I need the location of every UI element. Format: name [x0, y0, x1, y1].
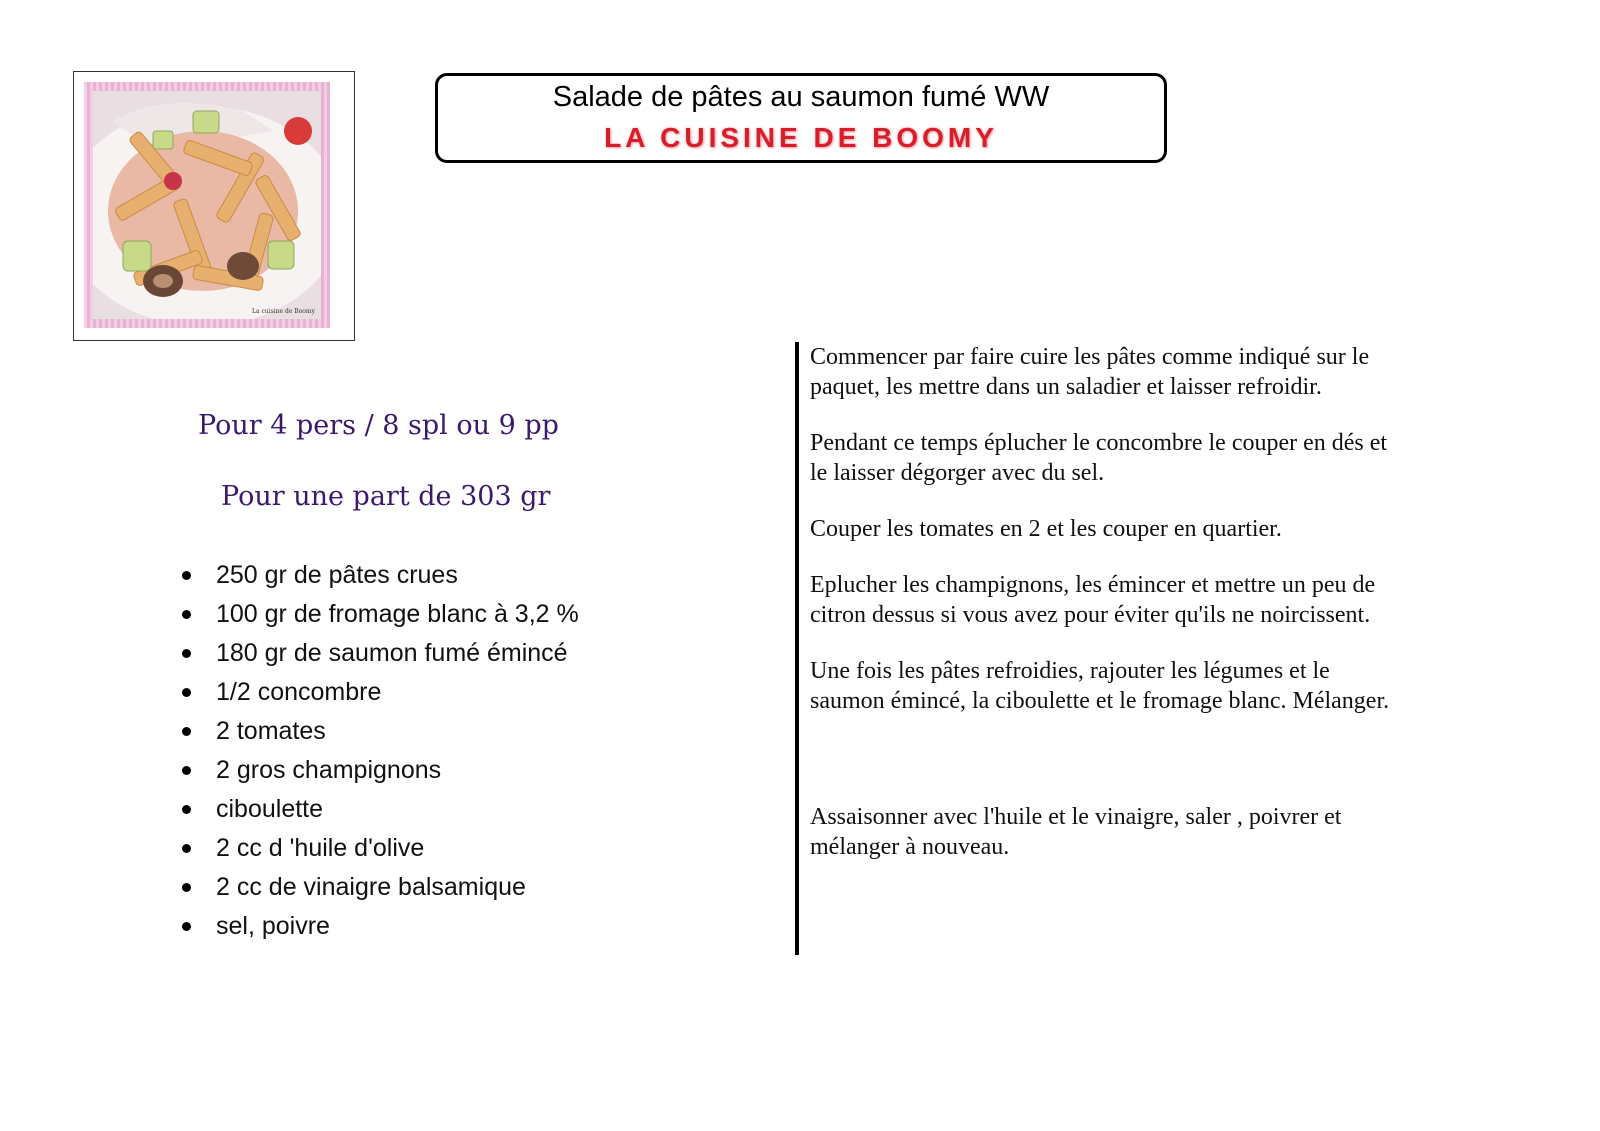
ingredient-text: ciboulette: [216, 795, 324, 823]
bullet-icon: [182, 688, 191, 697]
recipe-photo: [93, 91, 321, 319]
ingredient-item: [180, 673, 579, 712]
bullet-icon: [182, 883, 191, 892]
ingredient-item: [180, 634, 579, 673]
brand-title: LA CUISINE DE BOOMY: [604, 122, 998, 153]
ingredient-text: 1/2 concombre: [216, 678, 382, 706]
ingredient-text: 100 gr de fromage blanc à 3,2 %: [216, 600, 579, 628]
bullet-icon: [182, 610, 191, 619]
photo-caption: La cuisine de Boomy: [252, 308, 315, 315]
ingredient-item: [180, 829, 579, 868]
ingredient-item: [180, 907, 579, 946]
ingredient-text: 2 gros champignons: [216, 756, 442, 784]
recipe-photo-frame: [73, 71, 355, 341]
column-divider: [795, 342, 799, 955]
step-paragraph: Assaisonner avec l'huile et le vinaigre, saler , poivrer et mélanger à nouveau.: [810, 804, 1342, 860]
bullet-icon: [182, 649, 191, 658]
ingredient-text: sel, poivre: [216, 912, 330, 940]
ingredients-list: [180, 556, 579, 946]
pasta-salad-illustration: [93, 91, 321, 319]
ingredient-text: 2 cc de vinaigre balsamique: [216, 873, 526, 901]
recipe-title: Salade de pâtes au saumon fumé WW: [552, 81, 1050, 113]
step-paragraph: Eplucher les champignons, les émincer et mettre un peu de citron dessus si vous avez pour éviter qu'ils ne noircissent.: [810, 572, 1376, 628]
ingredient-text: 2 tomates: [216, 717, 326, 745]
ingredient-item: [180, 712, 579, 751]
photo-pink-border: [84, 82, 330, 328]
bullet-icon: [182, 844, 191, 853]
portion-weight-line: Pour une part de 303 gr: [221, 481, 551, 512]
ingredient-text: 180 gr de saumon fumé émincé: [216, 639, 568, 667]
ingredient-item: [180, 556, 579, 595]
title-box: [435, 73, 1167, 163]
servings-line: Pour 4 pers / 8 spl ou 9 pp: [198, 410, 559, 441]
step-paragraph: Pendant ce temps éplucher le concombre le couper en dés et le laisser dégorger avec du sel.: [810, 430, 1388, 486]
ingredient-item: [180, 790, 579, 829]
ingredient-item: [180, 751, 579, 790]
ingredient-item: [180, 868, 579, 907]
step-paragraph: Couper les tomates en 2 et les couper en quartier.: [810, 516, 1282, 542]
ingredient-item: [180, 595, 579, 634]
step-paragraph: Une fois les pâtes refroidies, rajouter les légumes et le saumon émincé, la ciboulette et le fromage blanc. Mélanger.: [810, 658, 1390, 714]
bullet-icon: [182, 922, 191, 931]
ingredient-text: 2 cc d 'huile d'olive: [216, 834, 425, 862]
bullet-icon: [182, 766, 191, 775]
bullet-icon: [182, 727, 191, 736]
step-paragraph: Commencer par faire cuire les pâtes comme indiqué sur le paquet, les mettre dans un saladier et laisser refroidir.: [810, 344, 1370, 400]
bullet-icon: [182, 571, 191, 580]
bullet-icon: [182, 805, 191, 814]
ingredient-text: 250 gr de pâtes crues: [216, 561, 458, 589]
instructions: [810, 342, 1410, 862]
